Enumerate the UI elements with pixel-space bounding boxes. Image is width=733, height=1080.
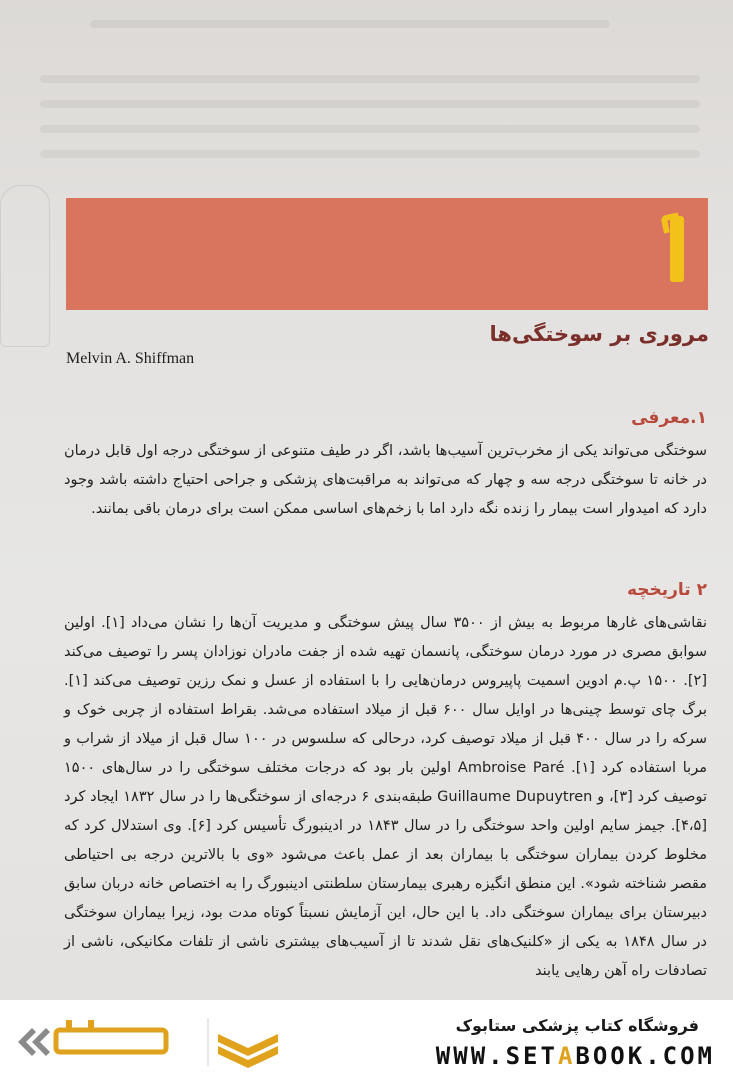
store-url[interactable]	[436, 1042, 715, 1070]
store-footer	[0, 1000, 733, 1080]
section-heading-intro: ۱.معرفی	[631, 408, 707, 428]
chapter-number-glyph	[670, 216, 684, 282]
history-paragraph: نقاشی‌های غارها مربوط به بیش از ۳۵۰۰ سال پیش سوختگی و مدیریت آن‌ها را نشان می‌داد [۱]. اولین سوابق مصری در مورد درمان سوختگی، پانسمان تهیه شده از جفت مادران نوزادان پسر را توصیف می‌کند [۲]. ۱۵۰۰ پ.م ادوین اسمیت پاپیروس درمان‌هایی را با استفاده از عسل و نمک رزین توصیف می‌کند [۱]. برگ چای توسط چینی‌ها در اوایل سال ۶۰۰ قبل از میلاد استفاده می‌شد. بقراط استفاده از چربی خوک و سرکه را در سال ۴۰۰ قبل از میلاد توصیف کرد، درحالی که سلسوس در ۱۰۰ سال قبل از میلاد از شراب و مربا استفاده کرد [۱]. Ambroise Paré اولین بار بود که درجات مختلف سوختگی را در سال‌های ۱۵۰۰ توصیف کرد [۳]، و Guillaume Dupuytren طبقه‌بندی ۶ درجه‌ای از سوختگی‌ها را در سال ۱۸۳۲ ایجاد کرد [۴،۵]. جیمز سایم اولین واحد سوختگی را در سال ۱۸۴۳ در ادینبورگ تأسیس کرد [۶]. وی استدلال کرد که مخلوط کردن بیماران سوختگی با بیماران بعد از عمل باعث می‌شود «وی با بالاترین درجه بی احتیاطی مقصر شناخته شود». این منطق انگیزه رهبری بیمارستان سلطنتی ادینبورگ را به اختصاص خانه دربان سابق دبیرستان برای بیماران سوختگی داد. با این حال، این آزمایش نسبتاً کوتاه مدت بود، زیرا بیماران سوختگی در سال ۱۸۴۸ به یکی از «کلنیک‌های نقل شدند تا از آسیب‌های بیشتری ناشی از تلفات مکانیکی، ناشی از تصادفات راه آهن رهایی یابند	[64, 615, 708, 979]
bleed-through-line	[40, 75, 700, 83]
chapter-title: مروری بر سوختگی‌ها	[489, 322, 709, 346]
bleed-through-line	[40, 150, 700, 158]
chapter-banner	[66, 198, 708, 310]
bleed-through-line	[90, 20, 610, 28]
setabook-logo	[8, 1012, 278, 1072]
store-url-part-2: BOOK.COM	[575, 1042, 715, 1070]
chapter-author: Melvin A. Shiffman	[66, 350, 195, 367]
bleed-through-line	[40, 100, 700, 108]
intro-paragraph: سوختگی می‌تواند یکی از مخرب‌ترین آسیب‌ها باشد، اگر در طیف متنوعی از سوختگی درجه اول قابل درمان در خانه تا سوختگی درجه سه و چهار که می‌تواند به مراقبت‌های پزشکی و جراحی احتیاج داشته باشد وجود دارد که امیدوار است بیمار را زنده نگه دارد اما با زخم‌های اساسی ممکن است برای درمان باقی بمانند.	[64, 443, 707, 517]
store-url-accent: A	[557, 1042, 576, 1070]
bleed-through-figure	[0, 185, 50, 347]
bleed-through-line	[40, 125, 700, 133]
store-name: فروشگاه کتاب پزشکی ستابوک	[455, 1016, 699, 1035]
store-url-part-1: WWW.SET	[435, 1042, 558, 1070]
section-heading-history: ۲ تاریخچه	[626, 580, 707, 600]
